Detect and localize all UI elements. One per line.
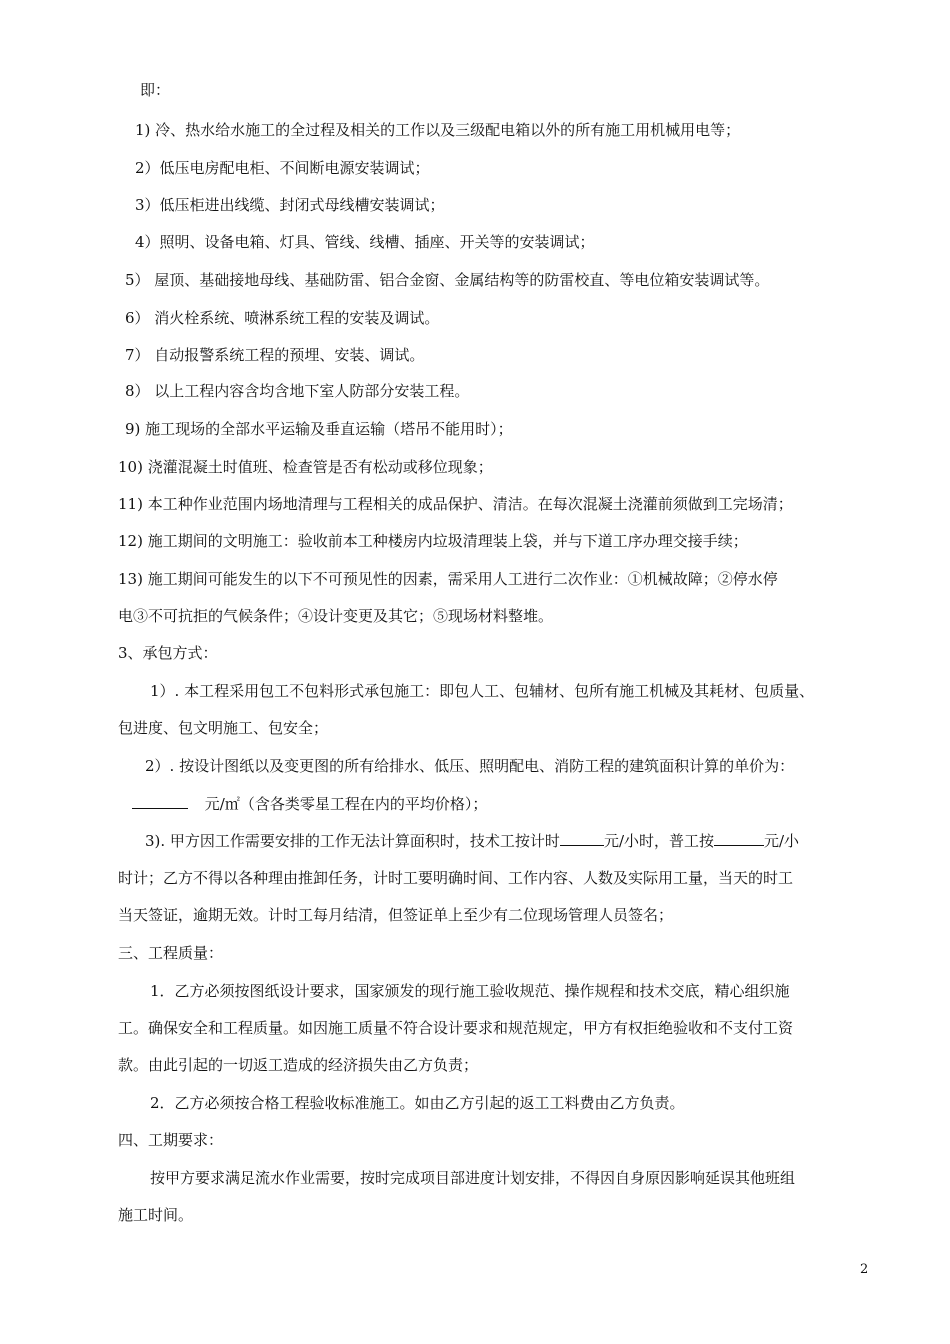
quality-item-2: 2．乙方必须按合格工程验收标准施工。如由乙方引起的返工工料费由乙方负责。: [150, 1094, 685, 1112]
quality-item-1-cont-2: 款。由此引起的一切返工造成的经济损失由乙方负责；: [118, 1056, 479, 1074]
intro-label: 即：: [140, 81, 171, 99]
scope-item-2: 2）低压电房配电柜、不间断电源安装调试；: [135, 159, 430, 177]
skilled-rate-blank[interactable]: [560, 830, 604, 846]
scope-item-11: 11) 本工种作业范围内场地清理与工程相关的成品保护、清洁。在每次混凝土浇灌前须做到工完场清；: [118, 495, 793, 513]
scope-item-3: 3）低压柜进出线缆、封闭式母线槽安装调试；: [135, 196, 445, 214]
scope-item-4: 4）照明、设备电箱、灯具、管线、线槽、插座、开关等的安装调试；: [135, 233, 595, 251]
section-contract-method: 3、承包方式：: [118, 644, 218, 662]
schedule-text-cont: 施工时间。: [118, 1206, 194, 1224]
scope-item-12: 12) 施工期间的文明施工：验收前本工种楼房内垃圾清理装上袋，并与下道工序办理交接手续；: [118, 532, 748, 550]
scope-item-13-cont: 电③不可抗拒的气候条件；④设计变更及其它；⑤现场材料整堆。: [118, 607, 554, 625]
scope-item-10: 10) 浇灌混凝土时值班、检查管是否有松动或移位现象；: [118, 458, 493, 476]
section-quality: 三、工程质量：: [118, 944, 224, 962]
contract-item-3-cont-2: 当天签证，逾期无效。计时工每月结清，但签证单上至少有二位现场管理人员签名；: [118, 906, 674, 924]
unit-price-text: 元/㎡（含各类零星工程在内的平均价格）；: [204, 795, 488, 813]
skilled-rate-unit: 元/小时，普工按: [603, 832, 714, 850]
contract-item-2: 2）. 按设计图纸以及变更图的所有给排水、低压、照明配电、消防工程的建筑面积计算的单价为：: [145, 757, 795, 775]
unit-price-blank[interactable]: [132, 793, 188, 809]
scope-item-9: 9) 施工现场的全部水平运输及垂直运输（塔吊不能用时）；: [125, 420, 513, 438]
contract-item-3-text: 3). 甲方因工作需要安排的工作无法计算面积时，技术工按计时: [145, 832, 560, 850]
scope-item-8: 8） 以上工程内容含均含地下室人防部分安装工程。: [125, 382, 470, 400]
contract-item-2-cont: [132, 793, 487, 814]
general-rate-unit: 元/小: [764, 832, 800, 850]
quality-item-1: 1．乙方必须按图纸设计要求，国家颁发的现行施工验收规范、操作规程和技术交底，精心组织施: [150, 982, 790, 1000]
section-schedule: 四、工期要求：: [118, 1131, 224, 1149]
general-rate-blank[interactable]: [714, 830, 764, 846]
scope-item-6: 6） 消火栓系统、喷淋系统工程的安装及调试。: [125, 309, 440, 327]
contract-item-3: [145, 830, 799, 851]
schedule-text: 按甲方要求满足流水作业需要，按时完成项目部进度计划安排，不得因自身原因影响延误其他班组: [150, 1169, 796, 1187]
contract-item-1: 1）. 本工程采用包工不包料形式承包施工：即包人工、包辅材、包所有施工机械及其耗材、包质量、: [150, 682, 815, 700]
scope-item-1: 1) 冷、热水给水施工的全过程及相关的工作以及三级配电箱以外的所有施工用机械用电等；: [135, 121, 741, 139]
page-number: 2: [860, 1262, 869, 1277]
contract-item-1-cont: 包进度、包文明施工、包安全；: [118, 719, 329, 737]
scope-item-5: 5） 屋顶、基础接地母线、基础防雷、铝合金窗、金属结构等的防雷校直、等电位箱安装调试等。: [125, 271, 770, 289]
contract-item-3-cont-1: 时计；乙方不得以各种理由推卸任务，计时工要明确时间、工作内容、人数及实际用工量，当天的时工: [118, 869, 794, 887]
scope-item-13: 13) 施工期间可能发生的以下不可预见性的因素，需采用人工进行二次作业：①机械故障；②停水停: [118, 570, 778, 588]
scope-item-7: 7） 自动报警系统工程的预埋、安装、调试。: [125, 346, 425, 364]
quality-item-1-cont-1: 工。确保安全和工程质量。如因施工质量不符合设计要求和规范规定，甲方有权拒绝验收和不支付工资: [118, 1019, 794, 1037]
